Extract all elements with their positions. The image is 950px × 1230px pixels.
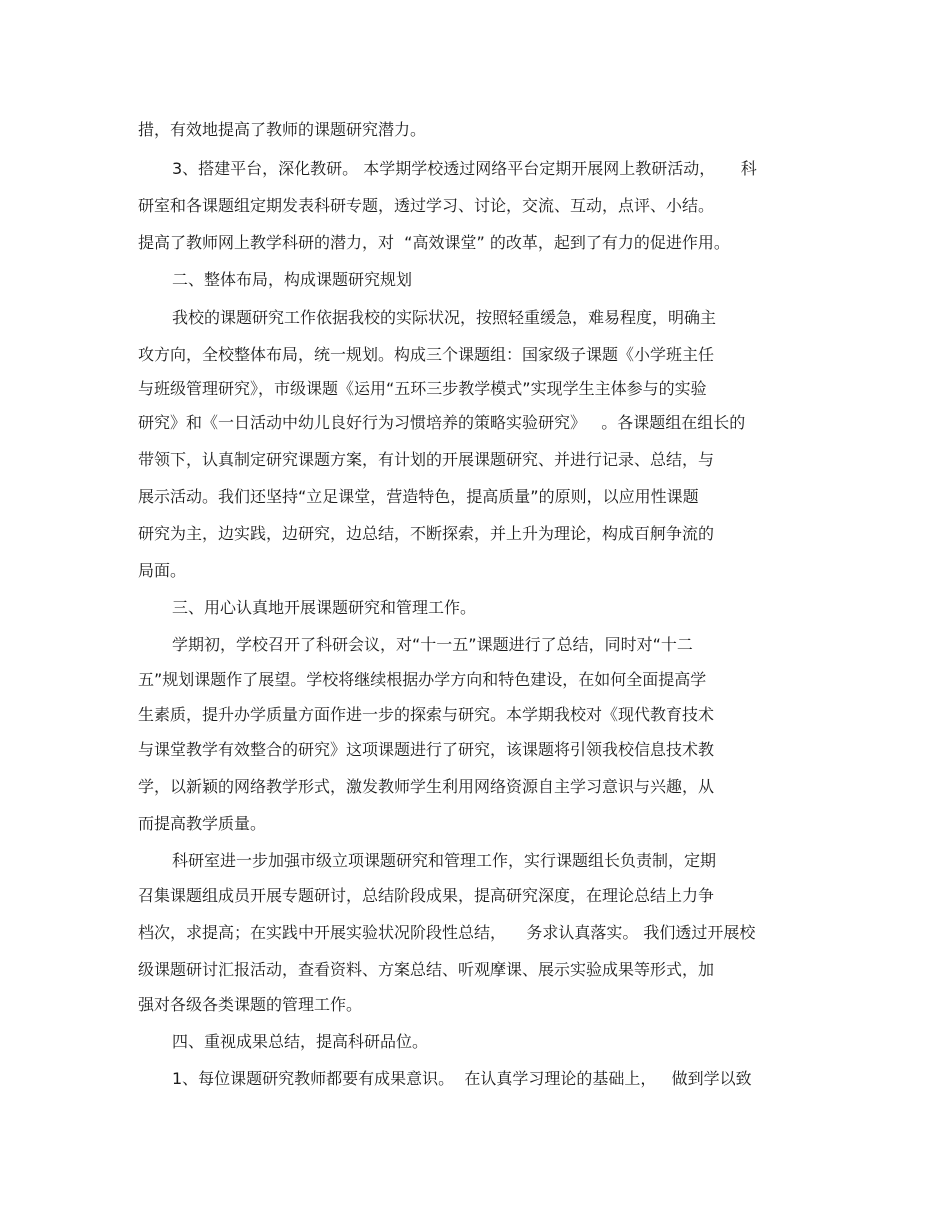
section-heading: 二、整体布局，构成课题研究规划 [172, 270, 413, 289]
text-line: 学，以新颖的网络教学形式，激发教师学生利用网络资源自主学习意识与兴趣，从 [138, 777, 715, 796]
text-line: 1、每位课题研究教师都要有成果意识。 在认真学习理论的基础上， 做到学以致 [172, 1069, 752, 1088]
text-line: 生素质，提升办学质量方面作进一步的探索与研究。本学期我校对《现代教育技术 [138, 705, 715, 724]
text-line: 而提高教学质量。 [138, 814, 267, 833]
text-line: 我校的课题研究工作依据我校的实际状况，按照轻重缓急，难易程度，明确主 [172, 308, 717, 327]
section-heading: 四、重视成果总结，提高科研品位。 [172, 1032, 429, 1051]
section-heading: 三、用心认真地开展课题研究和管理工作。 [172, 598, 477, 617]
text-line: 3、搭建平台，深化教研。 本学期学校透过网络平台定期开展网上教研活动， 科 [172, 159, 757, 178]
text-line: 档次，求提高；在实践中开展实验状况阶段性总结， 务求认真落实。 我们透过开展校 [138, 923, 756, 942]
text-line: 强对各级各类课题的管理工作。 [138, 995, 363, 1014]
text-line: 局面。 [138, 561, 187, 580]
text-line: 与课堂教学有效整合的研究》这项课题进行了研究，该课题将引领我校信息技术教 [138, 740, 715, 759]
text-line: 科研室进一步加强市级立项课题研究和管理工作，实行课题组长负责制，定期 [172, 851, 717, 870]
text-line: 召集课题组成员开展专题研讨，总结阶段成果，提高研究深度，在理论总结上力争 [138, 886, 715, 905]
text-line: 与班级管理研究》，市级课题《运用“五环三步教学模式”实现学生主体参与的实验 [138, 379, 707, 398]
text-line: 提高了教师网上教学科研的潜力，对 “高效课堂” 的改革，起到了有力的促进作用。 [138, 233, 730, 252]
text-line: 措，有效地提高了教师的课题研究潜力。 [138, 120, 427, 139]
text-line: 研究》和《一日活动中幼儿良好行为习惯培养的策略实验研究》 。各课题组在组长的 [138, 413, 746, 432]
text-line: 带领下，认真制定研究课题方案，有计划的开展课题研究、并进行记录、总结，与 [138, 450, 715, 469]
text-line: 五”规划课题作了展望。学校将继续根据办学方向和特色建设，在如何全面提高学 [138, 670, 707, 689]
text-line: 学期初，学校召开了科研会议，对“十一五”课题进行了总结，同时对“十二 [172, 635, 693, 654]
text-line: 研室和各课题组定期发表科研专题，透过学习、讨论，交流、互动，点评、小结。 [138, 196, 715, 215]
text-line: 攻方向，全校整体布局，统一规划。构成三个课题组：国家级子课题《小学班主任 [138, 345, 715, 364]
text-line: 研究为主，边实践，边研究，边总结，不断探索，并上升为理论，构成百舸争流的 [138, 524, 715, 543]
text-line: 展示活动。我们还坚持“立足课堂，营造特色，提高质量”的原则，以应用性课题 [138, 487, 699, 506]
text-line: 级课题研讨汇报活动，查看资料、方案总结、听观摩课、展示实验成果等形式，加 [138, 960, 715, 979]
